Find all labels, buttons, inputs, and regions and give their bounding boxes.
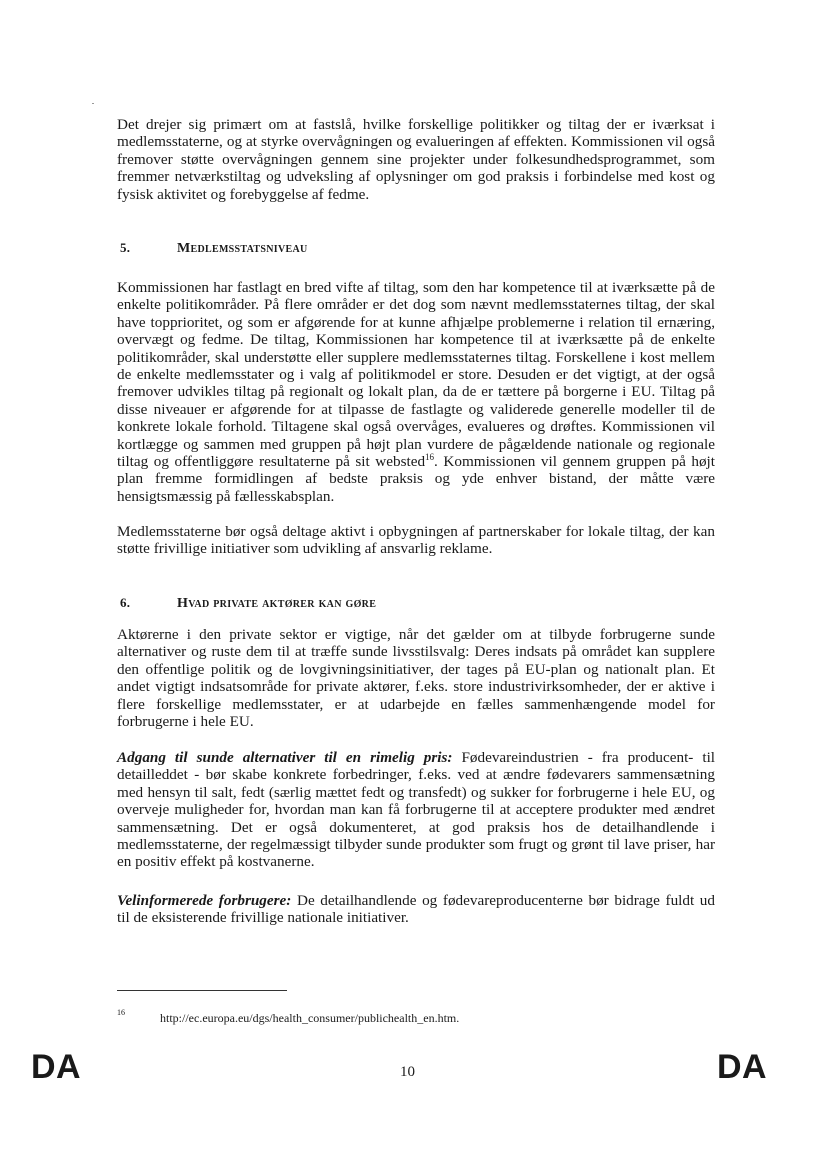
section-6-paragraph-1: Aktørerne i den private sektor er vigtige, når det gælder om at tilbyde forbrugerne sunde alternativer og ruste dem til at træffe sunde livsstilsvalg: Deres indsats på området kan supplere den offentlige politik og de lovgivningsinitiativer, der tages på EU-plan og nationalt plan. Et andet vigtigt indsatsområde for private aktører, f.eks. store industrivirksomheder, der er aktive i flere forskellige medlemsstater, er at udarbejde en fælles sammenhængende model for forbrugerne i hele EU.: [117, 626, 715, 731]
footnote-divider: [117, 990, 287, 991]
scan-speck: [92, 103, 94, 104]
language-code-left: DA: [31, 1048, 82, 1086]
intro-paragraph: Det drejer sig primært om at fastslå, hvilke forskellige politikker og tiltag der er iværksat i medlemsstaterne, og at styrke overvågningen og evalueringen af effekten. Kommissionen vil også fremover støtte overvågningen gennem sine projekter under folkesundhedsprogrammet, som fremmer netværkstiltag og udveksling af oplysninger om god praksis i forbindelse med kost og fysisk aktivitet og forebyggelse af fedme.: [117, 116, 715, 203]
section-5-heading: [120, 240, 308, 257]
section-6-paragraph-3-text: De detailhandlende og fødevareproducenterne bør bidrage fuldt ud til de eksisterende frivillige nationale initiativer.: [117, 892, 715, 927]
section-5-paragraph-2: Medlemsstaterne bør også deltage aktivt i opbygningen af partnerskaber for lokale tiltag, der kan støtte frivillige initiativer som udvikling af ansvarlig reklame.: [117, 523, 715, 558]
section-5-paragraph-1-text: Kommissionen har fastlagt en bred vifte af tiltag, som den har kompetence til at iværksætte på de enkelte politikområder. På flere områder er det dog som nævnt medlemsstaternes tiltag, der skal have topprioritet, og som er afgørende for at kunne afhjælpe problemerne i relation til ernæring, overvægt og fedme. De tiltag, Kommissionen har kompetence til at iværksætte på de enkelte politikområder, skal understøtte eller supplere medlemsstaternes tiltag. Forskellene i kost mellem de enkelte medlemsstater og i valg af politikmodel er store. Desuden er det vigtigt, at der også fremover udvikles tiltag på regionalt og lokalt plan, da de er tættere på borgerne i EU. Tiltag på disse niveauer er afgørende for at tilpasse de fastlagte og validerede generelle modeller til de konkrete lokale forhold. Tiltagene skal også overvåges, evalueres og drøftes. Kommissionen vil kortlægge og sammen med gruppen på højt plan vurdere de pågældende nationale og regionale tiltag og offentliggøre resultaterne på sit websted: [117, 279, 715, 471]
section-6-heading: [120, 595, 376, 612]
footnote-reference[interactable]: 16: [425, 452, 435, 462]
section-6-paragraph-2-lead: Adgang til sunde alternativer til en rimelig pris:: [117, 749, 453, 766]
section-5-title: Medlemsstatsniveau: [177, 241, 308, 256]
section-6-number: 6.: [120, 595, 131, 610]
section-6-paragraph-3: [117, 892, 715, 927]
section-5-paragraph-1-tail: . Kommissionen vil gennem gruppen på højt plan fremme formidlingen af bedste praksis og yde enhver bistand, der måtte være hensigtsmæssig på fællesskabsplan.: [117, 453, 715, 505]
section-5-number: 5.: [120, 240, 131, 255]
section-6-paragraph-2: [117, 749, 715, 871]
page-number: 10: [400, 1064, 415, 1080]
section-6-paragraph-2-text: Fødevareindustrien - fra producent- til detailleddet - bør skabe konkrete forbedringer, f.eks. ved at ændre fødevarers sammensætning med hensyn til salt, fedt (særlig mættet fedt og transfedt) og sukker for forbrugerne i hele EU, og overveje muligheder for, hvordan man kan få forbrugerne til at acceptere produkter med ændret sammensætning. Det er også dokumenteret, at god praksis hos de detailhandlende i medlemsstaterne, der regelmæssigt tilbyder sunde produkter som frugt og grønt til lave priser, har en positiv effekt på kostvanerne.: [117, 749, 716, 871]
section-6-paragraph-3-lead: Velinformerede forbrugere:: [117, 892, 292, 909]
footnote-mark: 16: [117, 1008, 125, 1017]
language-code-right: DA: [717, 1048, 768, 1086]
section-5-paragraph-1: [117, 279, 715, 505]
footnote-link[interactable]: http://ec.europa.eu/dgs/health_consumer/publichealth_en.htm.: [160, 1011, 460, 1025]
section-6-title: Hvad private aktører kan gøre: [177, 596, 377, 611]
